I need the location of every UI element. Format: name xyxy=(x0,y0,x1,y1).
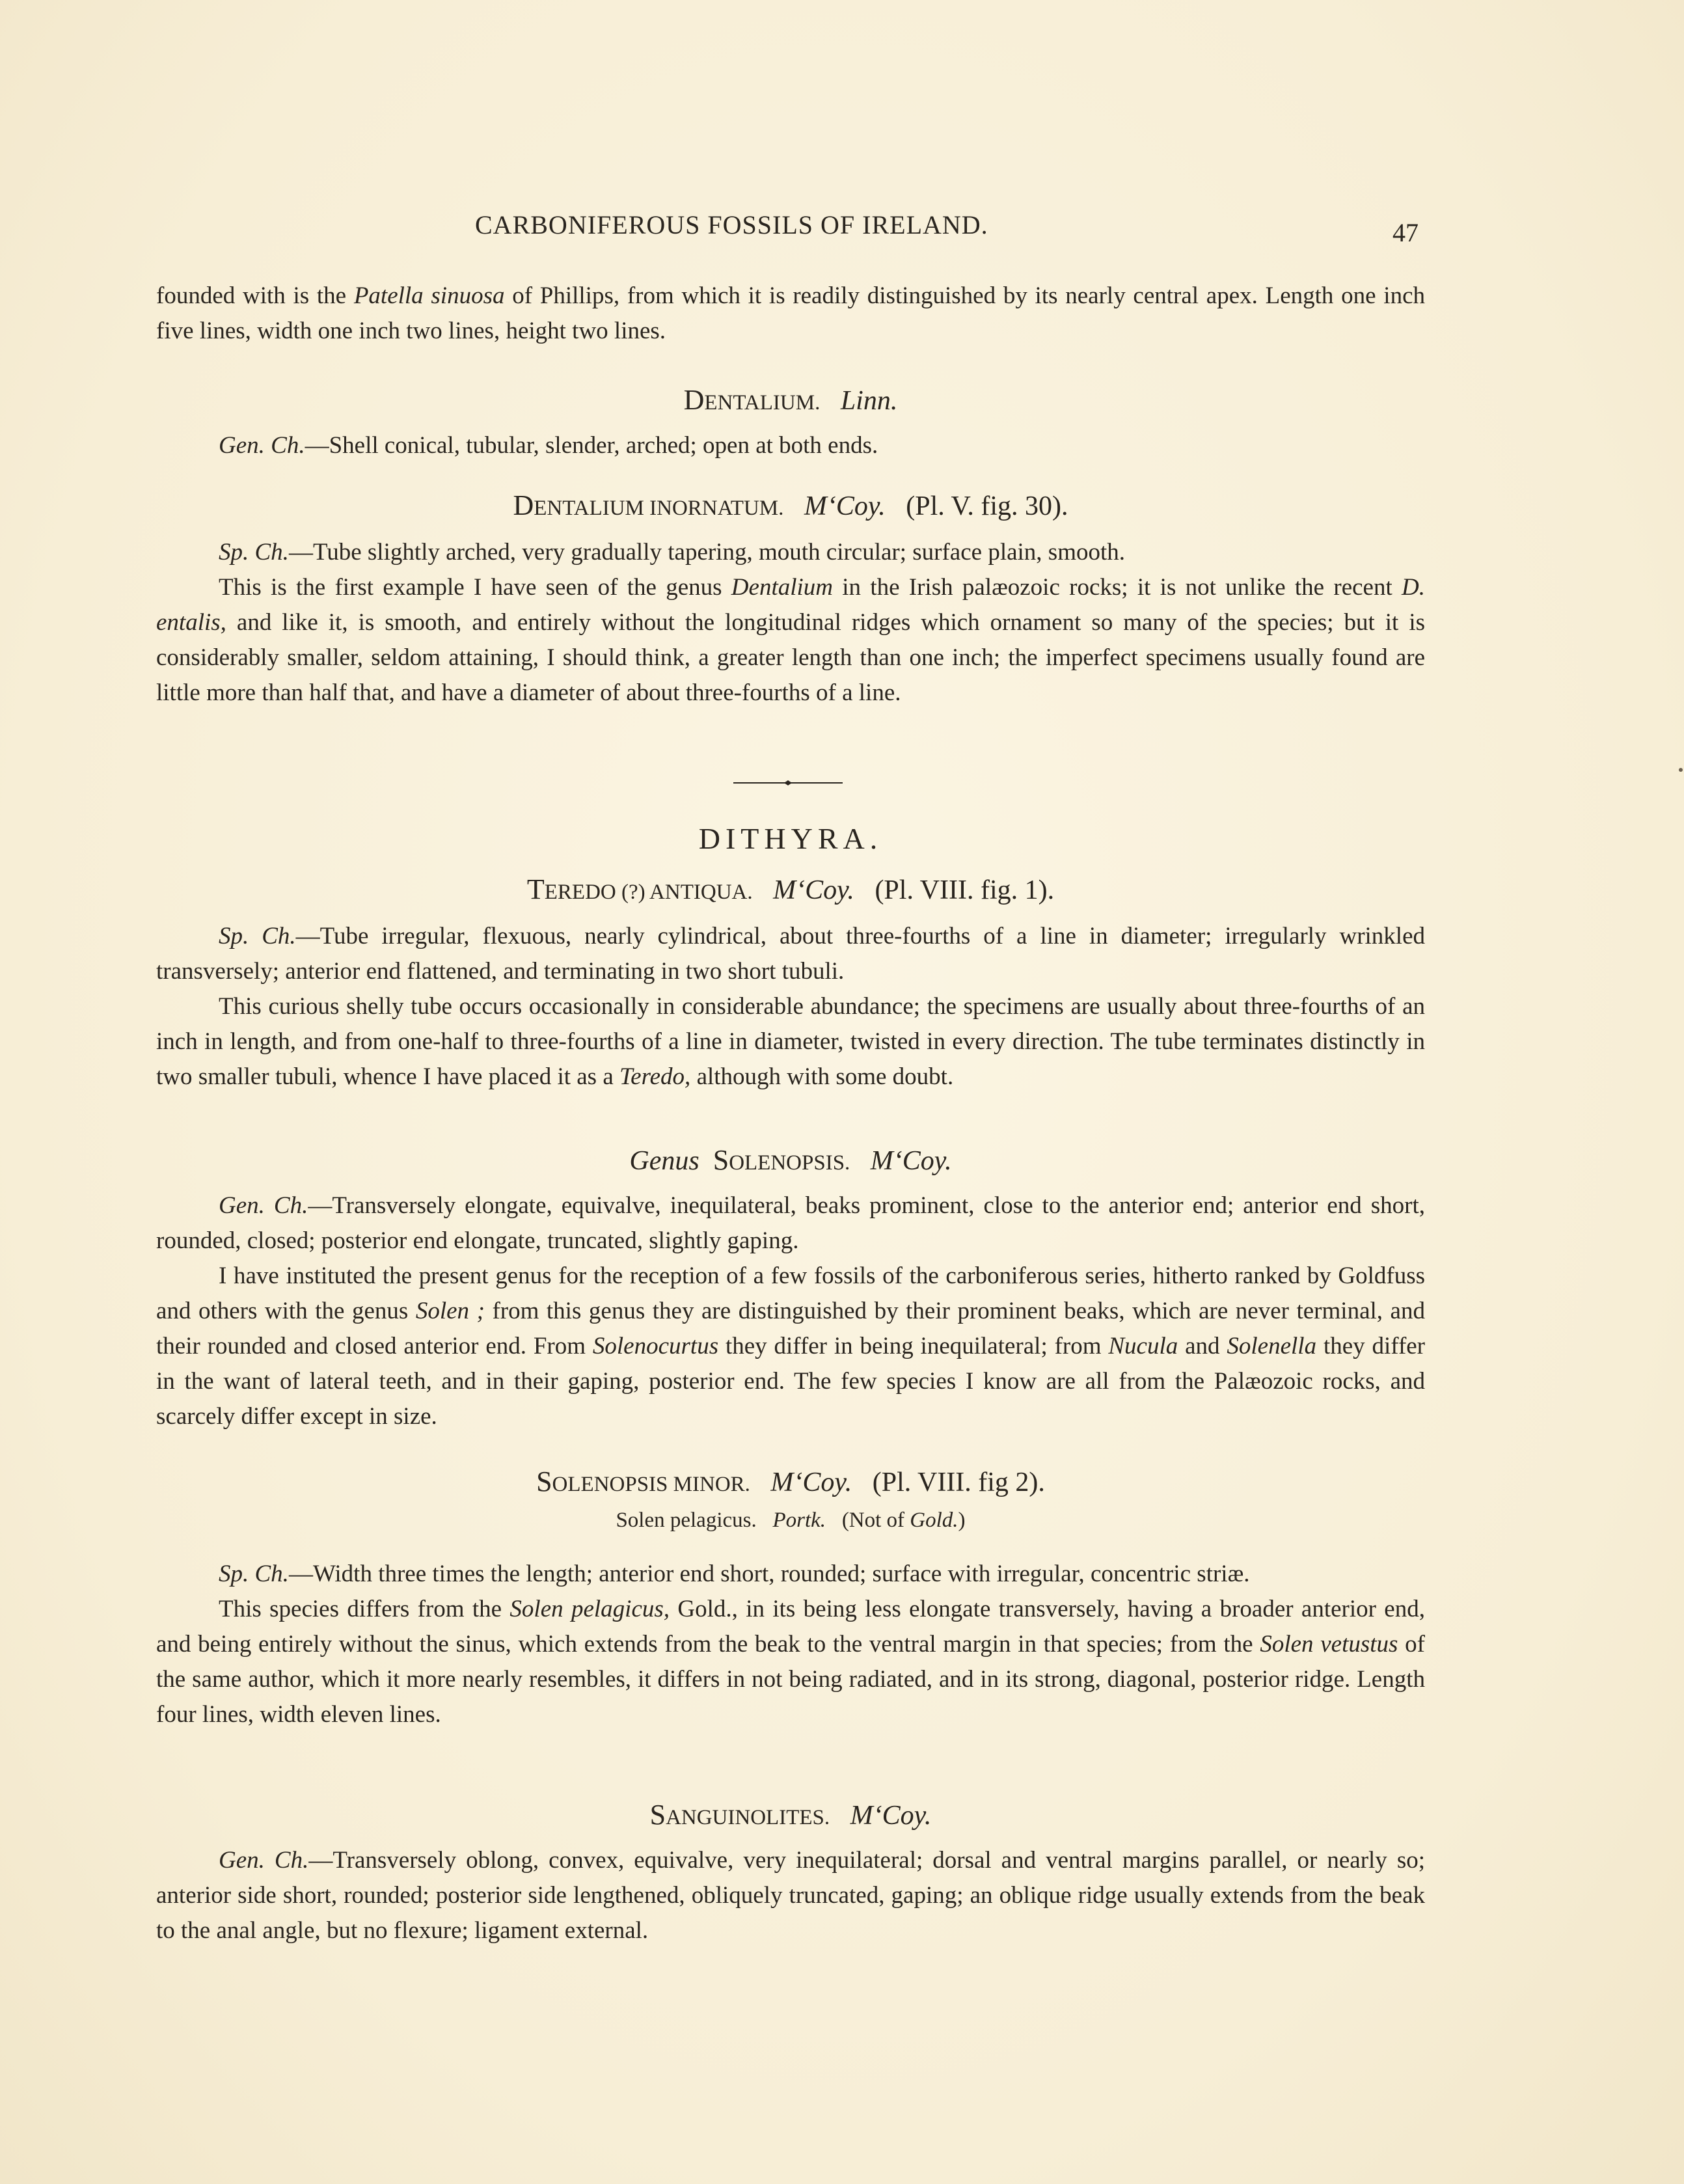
plate-ref: (Pl. V. fig. 30). xyxy=(906,491,1068,521)
name-initial: D xyxy=(683,384,705,416)
text: of Phillips, from which it is readily distinguished by its nearly central apex. Length one inch five lines, width one inch two lines, height two lines. xyxy=(156,282,1425,344)
author: M‘Coy. xyxy=(773,875,854,905)
text: ) xyxy=(958,1508,966,1532)
species-name: D. entalis, xyxy=(156,574,1425,636)
author: M‘Coy. xyxy=(870,1146,952,1176)
species-name: Teredo, xyxy=(619,1063,691,1090)
name-rest: OLENOPSIS. xyxy=(729,1151,850,1175)
plate-ref: (Pl. VIII. fig. 1). xyxy=(875,875,1055,905)
species-name: Dentalium xyxy=(731,574,833,601)
name-initial: S xyxy=(649,1799,666,1831)
species-name: Patella sinuosa xyxy=(353,282,505,309)
section-divider-ornament xyxy=(733,780,843,786)
species-name: Nucula xyxy=(1108,1333,1178,1359)
paragraph-sanguinolites xyxy=(156,1843,1425,1948)
text: This species differs from the xyxy=(219,1596,510,1622)
label: Gen. Ch. xyxy=(219,432,305,459)
author: M‘Coy. xyxy=(850,1801,932,1831)
text: Gold., in its being less elongate transversely, having a broader anterior end, and being entirely without the sinus, which extends from the beak to the ventral margin in that species; from the xyxy=(156,1596,1425,1658)
text: in the Irish palæozoic rocks; it is not unlike the recent xyxy=(833,574,1402,601)
name-rest: ANGUINOLITES. xyxy=(666,1806,830,1829)
text: and like it, is smooth, and entirely without the longitudinal ridges which ornament so many of the species; but it is considerably smaller, seldom attaining, I should think, a greater length than one inch; the imperfect specimens usually found are little more than half that, and have a diameter of about three-fourths of a line. xyxy=(156,609,1425,706)
label: Sp. Ch. xyxy=(219,539,289,566)
text: of the same author, which it more nearly resembles, it differs in not being radiated, and in its strong, diagonal, posterior ridge. Length four lines, width eleven lines. xyxy=(156,1631,1425,1728)
heading-teredo xyxy=(156,872,1425,910)
text: Gold. xyxy=(910,1508,958,1532)
species-name: Solen vetustus xyxy=(1260,1631,1398,1658)
page-number: 47 xyxy=(1392,218,1419,247)
synonym-line xyxy=(156,1508,1425,1533)
text: This curious shelly tube occurs occasionally in considerable abundance; the specimens are usually about three-fourths of an inch in length, and from one-half to three-fourths of a line in diameter, twisted in every direction. The tube terminates distinctly in two smaller tubuli, whence I have placed it as a xyxy=(156,993,1425,1090)
text: —Tube irregular, flexuous, nearly cylindrical, about three-fourths of a line in diameter; irregularly wrinkled transversely; anterior end flattened, and terminating in two short tubuli. xyxy=(156,923,1425,985)
species-name: Solenella xyxy=(1227,1333,1317,1359)
text: (Not of xyxy=(841,1508,910,1532)
name-initial: T xyxy=(526,873,545,905)
text: I have instituted the present genus for the reception of a few fossils of the carboniferous series, hitherto ranked by Goldfuss and others with the genus xyxy=(156,1263,1425,1324)
label: Sp. Ch. xyxy=(219,923,296,949)
label: Gen. Ch. xyxy=(219,1847,309,1874)
name-initial: D xyxy=(513,489,534,521)
text: and xyxy=(1178,1333,1227,1359)
paragraph-patella xyxy=(156,279,1425,349)
label: Gen. Ch. xyxy=(219,1192,308,1219)
label: Sp. Ch. xyxy=(219,1561,289,1587)
paragraph-genus-solenopsis xyxy=(156,1188,1425,1434)
paragraph-teredo xyxy=(156,919,1425,1095)
name-initial: S xyxy=(536,1466,552,1497)
heading-genus-solenopsis xyxy=(156,1143,1425,1181)
section-title: DITHYRA. xyxy=(698,822,883,855)
paragraph-dentalium-inornatum xyxy=(156,535,1425,711)
name-rest: OLENOPSIS MINOR. xyxy=(552,1473,750,1496)
text: —Width three times the length; anterior end short, rounded; surface with irregular, concentric striæ. xyxy=(288,1561,1250,1587)
author: M‘Coy. xyxy=(770,1467,852,1497)
heading-dentalium xyxy=(156,383,1425,420)
text: from this genus they are distinguished by their prominent beaks, which are never terminal, and their rounded and closed anterior end. From xyxy=(156,1298,1425,1359)
plate-ref: (Pl. VIII. fig 2). xyxy=(872,1467,1045,1497)
text: although with some doubt. xyxy=(690,1063,954,1090)
text: founded with is the xyxy=(156,282,354,309)
author: M‘Coy. xyxy=(804,491,886,521)
name-initial: S xyxy=(713,1144,729,1176)
species-name: Solenocurtus xyxy=(592,1333,719,1359)
genus-label: Genus xyxy=(629,1146,699,1176)
running-head: CARBONIFEROUS FOSSILS OF IRELAND. xyxy=(475,210,988,239)
species-name: Solen pelagicus, xyxy=(509,1596,670,1622)
text: —Transversely elongate, equivalve, inequilateral, beaks prominent, close to the anterior end; anterior end short, rounded, closed; posterior end elongate, truncated, slightly gaping. xyxy=(156,1192,1425,1254)
text: —Transversely oblong, convex, equivalve, very inequilateral; dorsal and ventral margins parallel, or nearly so; anterior side short, rounded; posterior side lengthened, obliquely truncated, gaping; an oblique ridge usually extends from the beak to the anal angle, but no flexure; ligament external. xyxy=(156,1847,1425,1944)
species-name: Solen ; xyxy=(415,1298,485,1324)
paragraph-solenopsis-minor xyxy=(156,1557,1425,1732)
synonym-author: Portk. xyxy=(772,1508,826,1532)
heading-solenopsis-minor xyxy=(156,1464,1425,1502)
paper-speck xyxy=(1679,768,1683,772)
text: This is the first example I have seen of the genus xyxy=(219,574,731,601)
name-rest: EREDO (?) ANTIQUA. xyxy=(544,880,753,904)
text: —Shell conical, tubular, slender, arched; open at both ends. xyxy=(305,432,878,459)
synonym-name: Solen pelagicus. xyxy=(616,1508,757,1532)
heading-sanguinolites xyxy=(156,1797,1425,1835)
name-rest: ENTALIUM. xyxy=(704,391,821,415)
text: —Tube slightly arched, very gradually tapering, mouth circular; surface plain, smooth. xyxy=(288,539,1126,566)
heading-dentalium-inornatum xyxy=(156,488,1425,526)
gen-ch-dentalium xyxy=(156,428,1425,463)
name-rest: ENTALIUM INORNATUM. xyxy=(534,497,784,520)
text: they differ in being inequilateral; from xyxy=(718,1333,1109,1359)
text: they differ in the want of lateral teeth, and in their gaping, posterior end. The few species I know are all from the Palæozoic rocks, and scarcely differ except in size. xyxy=(156,1333,1426,1430)
author: Linn. xyxy=(840,386,898,416)
